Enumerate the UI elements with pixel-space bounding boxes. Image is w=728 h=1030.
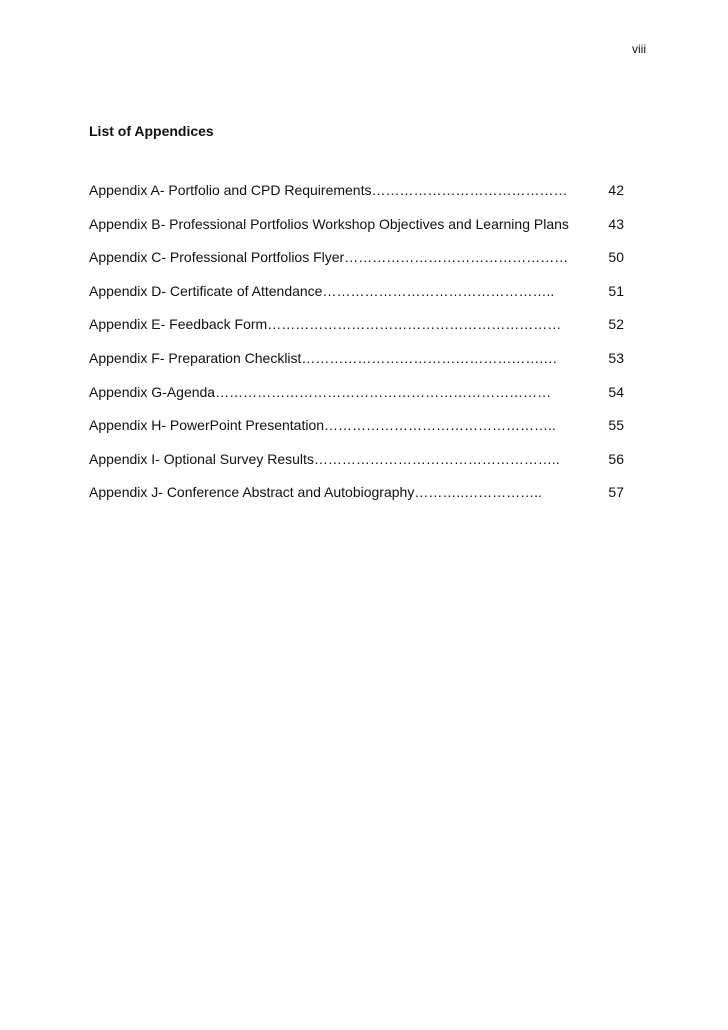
- page-number: viii: [632, 42, 646, 56]
- appendix-entry-title: Appendix H- PowerPoint Presentation…………………………………………..: [89, 417, 556, 434]
- appendix-entry-title: Appendix G-Agenda………………………………………………………………: [89, 383, 552, 400]
- appendix-entry-d: [89, 283, 624, 317]
- appendix-entry-title: Appendix C- Professional Portfolios Flyer…………………………………………: [89, 249, 569, 266]
- appendix-list: [89, 182, 624, 518]
- appendix-entry-e: [89, 316, 624, 350]
- appendix-entry-page: 52: [608, 316, 624, 333]
- appendix-entry-page: 43: [608, 215, 624, 232]
- appendix-entry-page: 57: [608, 484, 624, 501]
- appendix-entry-page: 54: [608, 383, 624, 400]
- appendix-entry-page: 55: [608, 417, 624, 434]
- appendix-entry-title: Appendix F- Preparation Checklist…………………………………………….…: [89, 349, 558, 366]
- appendix-entry-b: [89, 216, 624, 250]
- appendix-entry-title: Appendix I- Optional Survey Results……………………………………………..: [89, 450, 560, 467]
- appendix-entry-a: [89, 182, 624, 216]
- appendix-entry-j: [89, 484, 624, 518]
- appendix-entry-page: 51: [608, 282, 624, 299]
- appendix-entry-i: [89, 451, 624, 485]
- appendix-entry-c: [89, 249, 624, 283]
- appendix-entry-title: Appendix E- Feedback Form………………………………………………………: [89, 316, 562, 333]
- appendix-entry-title: Appendix J- Conference Abstract and Autobiography………..……………..: [89, 484, 542, 501]
- appendix-entry-page: 56: [608, 450, 624, 467]
- appendix-entry-h: [89, 417, 624, 451]
- appendix-entry-title: Appendix B- Professional Portfolios Workshop Objectives and Learning Plans: [89, 215, 569, 232]
- appendix-entry-f: [89, 350, 624, 384]
- appendix-entry-page: 50: [608, 249, 624, 266]
- appendix-entry-title: Appendix D- Certificate of Attendance…………………………………………..: [89, 282, 555, 299]
- page-title: List of Appendices: [89, 123, 214, 139]
- appendix-entry-g: [89, 384, 624, 418]
- appendix-entry-page: 53: [608, 349, 624, 366]
- appendix-entry-title: Appendix A- Portfolio and CPD Requirements……………………………………: [89, 182, 568, 198]
- appendix-entry-page: 42: [608, 182, 624, 198]
